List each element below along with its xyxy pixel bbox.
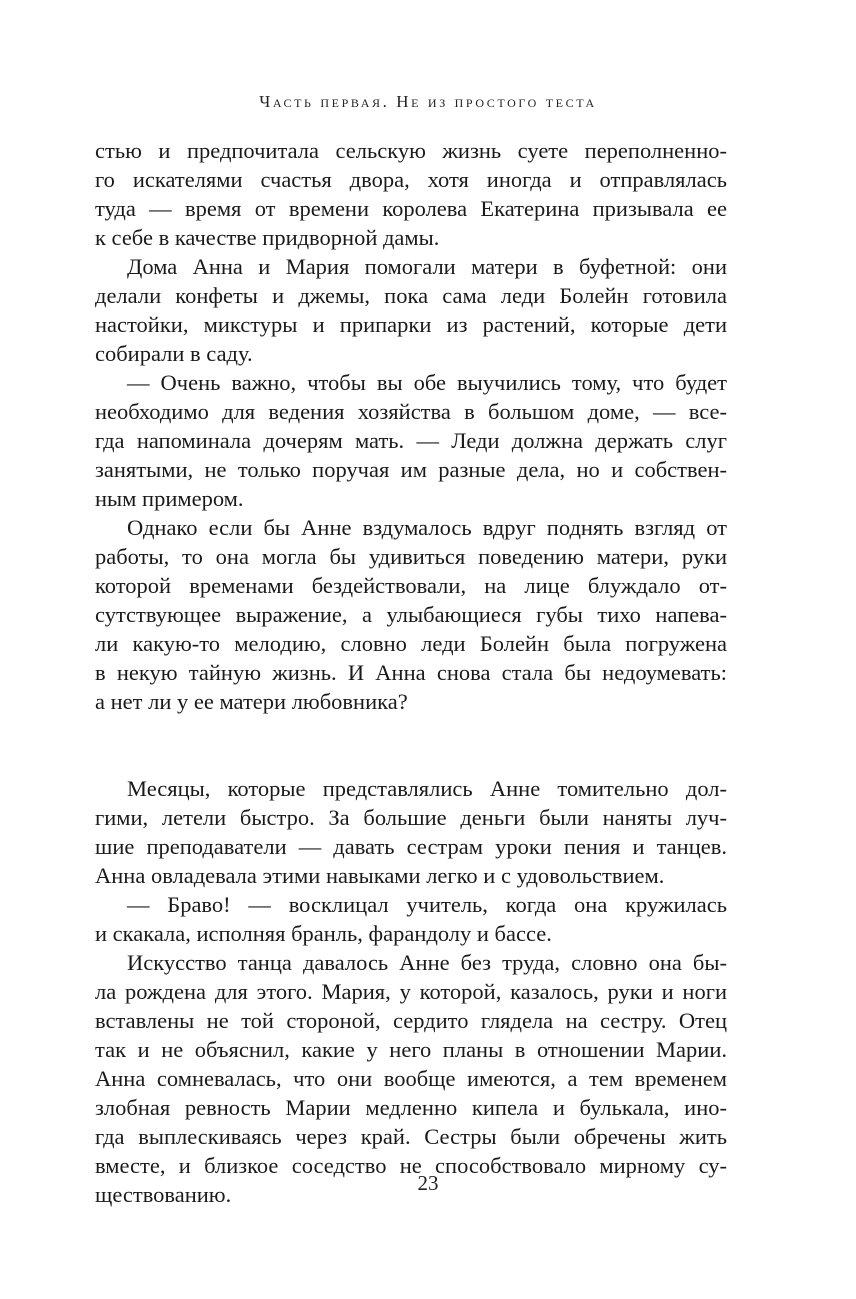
text-line: которой временами бездействовали, на лице блуждало от- — [95, 573, 727, 598]
text-line: вставлены не той стороной, сердито глядела на сестру. Отец — [95, 1008, 727, 1033]
text-line: делали конфеты и джемы, пока сама леди Болейн готовила — [95, 283, 727, 308]
text-line: к себе в качестве придворной дамы. — [95, 225, 440, 250]
text-line: так и не объяснил, какие у него планы в отношении Марии. — [95, 1037, 727, 1062]
text-line: Анна сомневалась, что они вообще имеются, а тем временем — [95, 1066, 727, 1091]
paragraph — [95, 890, 727, 948]
paragraph — [95, 368, 727, 513]
running-head: Часть первая. Не из простого теста — [259, 92, 597, 111]
paragraph — [95, 252, 727, 368]
text-line: — Очень важно, чтобы вы обе выучились тому, что будет — [127, 370, 727, 395]
text-line: в некую тайную жизнь. И Анна снова стала бы недоумевать: — [95, 660, 727, 685]
text-line: гда напоминала дочерям мать. — Леди должна держать слуг — [95, 428, 727, 453]
text-line: занятыми, не только поручая им разные дела, но и собствен- — [95, 457, 727, 482]
text-line: ли какую-то мелодию, словно леди Болейн была погружена — [95, 631, 727, 656]
paragraph — [95, 774, 727, 890]
text-line: Анна овладевала этими навыками легко и с удовольствием. — [95, 863, 665, 888]
text-line: и скакала, исполняя бранль, фарандолу и бассе. — [95, 921, 552, 946]
text-line: гими, летели быстро. За большие деньги были наняты луч- — [95, 805, 727, 830]
text-line: стью и предпочитала сельскую жизнь суете переполненно- — [95, 138, 727, 163]
text-line: ла рождена для этого. Мария, у которой, казалось, руки и ноги — [95, 979, 727, 1004]
text-line: ным примером. — [95, 486, 244, 511]
text-line: сутствующее выражение, а улыбающиеся губы тихо напева- — [95, 602, 727, 627]
text-line: необходимо для ведения хозяйства в большом доме, — все- — [95, 399, 727, 424]
text-line: Месяцы, которые представлялись Анне томительно дол- — [127, 776, 727, 801]
text-line: шие преподаватели — давать сестрам уроки пения и танцев. — [95, 834, 727, 859]
body-text — [95, 136, 727, 1209]
paragraph — [95, 948, 727, 1209]
text-line: Дома Анна и Мария помогали матери в буфетной: они — [127, 254, 727, 279]
text-line: работы, то она могла бы удивиться поведению матери, руки — [95, 544, 727, 569]
paragraph — [95, 513, 727, 716]
text-line: злобная ревность Марии медленно кипела и булькала, ино- — [95, 1095, 727, 1120]
section-break — [95, 716, 727, 774]
text-line: ществованию. — [95, 1182, 232, 1207]
page-number: 23 — [417, 1171, 439, 1195]
text-line: а нет ли у ее матери любовника? — [95, 689, 408, 714]
text-line: гда выплескиваясь через край. Сестры были обречены жить — [95, 1124, 727, 1149]
text-line: Однако если бы Анне вздумалось вдруг поднять взгляд от — [127, 515, 727, 540]
text-line: собирали в саду. — [95, 341, 253, 366]
text-line: вместе, и близкое соседство не способствовало мирному су- — [95, 1153, 727, 1178]
text-line: туда — время от времени королева Екатерина призывала ее — [95, 196, 727, 221]
text-line: настойки, микстуры и припарки из растений, которые дети — [95, 312, 727, 337]
text-line: Искусство танца давалось Анне без труда, словно она бы- — [127, 950, 727, 975]
text-line: — Браво! — восклицал учитель, когда она кружилась — [127, 892, 727, 917]
text-line: го искателями счастья двора, хотя иногда и отправлялась — [95, 167, 727, 192]
paragraph — [95, 136, 727, 252]
